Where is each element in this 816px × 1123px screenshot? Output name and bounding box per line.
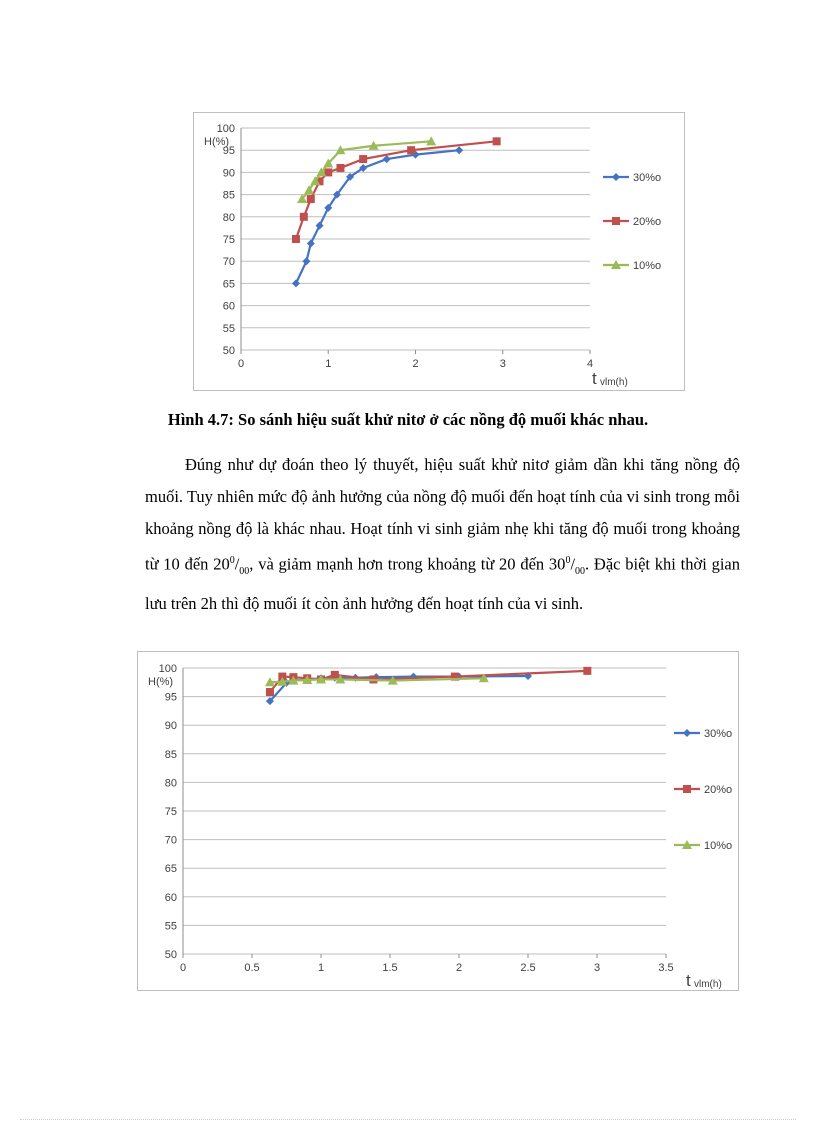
paragraph-part-1: Đúng như dự đoán theo lý thuyết, hiệu suất khử nitơ giảm dần khi tăng nồng độ muối. Tuy nhiên mức độ ảnh hưởng của nồng độ muối đến hoạt tính của vi sinh trong mỗi khoảng nồng độ là khác nhau. Hoạt tính vi sinh giảm nhẹ khi tăng độ muối trong khoảng từ 10 đến 20 [145,455,740,574]
x-tick-label-0: 0 [237,358,245,370]
chart-2-svg [138,652,738,990]
y-tick-label-80: 80 [164,777,177,790]
y-tick-label-55: 55 [222,322,235,335]
unit-sup-1: 0 [229,555,235,566]
data-point-30%o-2 [307,239,315,247]
legend-label-20%o: 20%o [704,784,733,796]
x-tick-label-1: 1 [317,962,325,974]
legend-label-10%o: 10%o [633,260,662,272]
body-paragraph: Đúng như dự đoán theo lý thuyết, hiệu suất khử nitơ giảm dần khi tăng nồng độ muối. Tuy nhiên mức độ ảnh hưởng của nồng độ muối đến hoạt tính của vi sinh trong mỗi khoảng nồng độ là khác nhau. Hoạt tính vi sinh giảm nhẹ khi tăng độ muối trong khoảng từ 10 đến $20^0/_{00}$, và giảm mạnh hơn trong khoảng từ 20 đến $30^0/_{00}$. Đặc biệt khi thời gian lưu trên 2h thì độ muối ít còn ảnh hưởng đến hoạt tính của vi sinh. [145,455,740,613]
data-point-20%o-8 [583,667,591,675]
paragraph-part-3: . Đặc biệt khi thời gian lưu trên 2h thì độ muối ít còn ảnh hưởng đến hoạt tính của vi sinh. [145,554,740,613]
y-tick-label-80: 80 [222,211,235,224]
chart-1-svg [194,113,684,390]
y-tick-label-85: 85 [164,748,177,761]
legend-entry-10%o [674,840,732,852]
x-axis-label-sub: vlm(h) [600,377,628,388]
legend-marker-30%o [612,173,620,181]
data-point-20%o-2 [307,195,315,203]
data-point-30%o-1 [302,257,310,265]
y-axis-label: H(%) [204,136,230,148]
x-axis-label: t [686,971,691,990]
y-tick-label-55: 55 [164,920,177,933]
x-tick-label-3.5: 3.5 [658,962,674,974]
y-tick-label-60: 60 [164,891,177,904]
chart-gridlines [183,668,666,954]
data-point-30%o-0 [292,279,300,287]
unit-sup-2: 0 [565,555,571,566]
legend-label-20%o: 20%o [633,216,662,228]
data-point-20%o-8 [493,137,501,145]
legend-marker-20%o [683,785,691,793]
page-bottom-rule [20,1119,796,1120]
chart-salinity-efficiency [193,112,685,391]
series-20%o [292,137,501,243]
x-tick-label-0: 0 [179,962,187,974]
legend-entry-30%o [674,728,732,740]
y-tick-label-70: 70 [222,256,235,269]
unit-sub-2: 00 [575,565,586,577]
x-tick-label-0.5: 0.5 [244,962,260,974]
y-tick-label-100: 100 [216,123,235,135]
legend-entry-20%o [674,784,732,796]
y-tick-label-95: 95 [164,691,177,704]
unit-sub-1: 00 [239,565,250,577]
legend-entry-20%o [603,216,661,228]
y-tick-label-50: 50 [222,345,235,357]
data-point-20%o-0 [292,235,300,243]
x-tick-label-1: 1 [325,358,332,370]
y-tick-label-90: 90 [164,720,177,733]
legend-marker-20%o [612,217,620,225]
legend-marker-30%o [683,729,691,737]
x-tick-label-4: 4 [586,358,594,370]
data-point-20%o-7 [407,146,415,154]
x-axis-label: t [592,369,597,388]
y-tick-label-75: 75 [164,806,177,818]
figure-caption: Hình 4.7: So sánh hiệu suất khử nitơ ở các nồng độ muối khác nhau. [167,410,649,429]
legend-label-30%o: 30%o [704,728,733,740]
y-tick-label-65: 65 [222,278,235,291]
data-point-20%o-5 [336,164,344,172]
y-tick-label-70: 70 [164,834,177,847]
x-tick-label-2: 2 [412,358,419,370]
y-tick-label-90: 90 [222,167,235,180]
legend-label-10%o: 10%o [704,840,733,852]
legend-entry-10%o [603,260,661,272]
y-tick-label-65: 65 [164,863,177,876]
data-point-20%o-1 [300,213,308,221]
data-point-30%o-10 [455,146,463,154]
x-tick-label-1.5: 1.5 [382,962,398,974]
x-tick-label-2: 2 [455,962,463,974]
series-20%o [266,667,591,696]
data-point-20%o-5 [331,671,339,679]
y-tick-label-85: 85 [222,189,235,202]
y-tick-label-60: 60 [222,300,235,313]
x-axis-label-sub: vlm(h) [694,979,722,990]
y-axis-label: H(%) [148,676,174,688]
series-10%o [297,136,436,203]
chart-salinity-efficiency-2 [137,651,739,991]
x-tick-label-3: 3 [593,962,601,974]
x-tick-label-3: 3 [499,358,506,370]
y-tick-label-50: 50 [164,949,177,961]
y-tick-label-95: 95 [222,145,235,158]
data-point-20%o-0 [266,688,274,696]
x-tick-label-2.5: 2.5 [520,962,536,974]
y-tick-label-100: 100 [158,663,177,675]
data-point-20%o-6 [359,155,367,163]
legend-label-30%o: 30%o [633,172,662,184]
data-point-30%o-3 [316,222,324,230]
legend-entry-30%o [603,172,661,184]
y-tick-label-75: 75 [222,234,235,246]
paragraph-part-2: , và giảm mạnh hơn trong khoảng từ 20 đến 30 [249,554,566,574]
series-line-20%o [296,141,497,239]
